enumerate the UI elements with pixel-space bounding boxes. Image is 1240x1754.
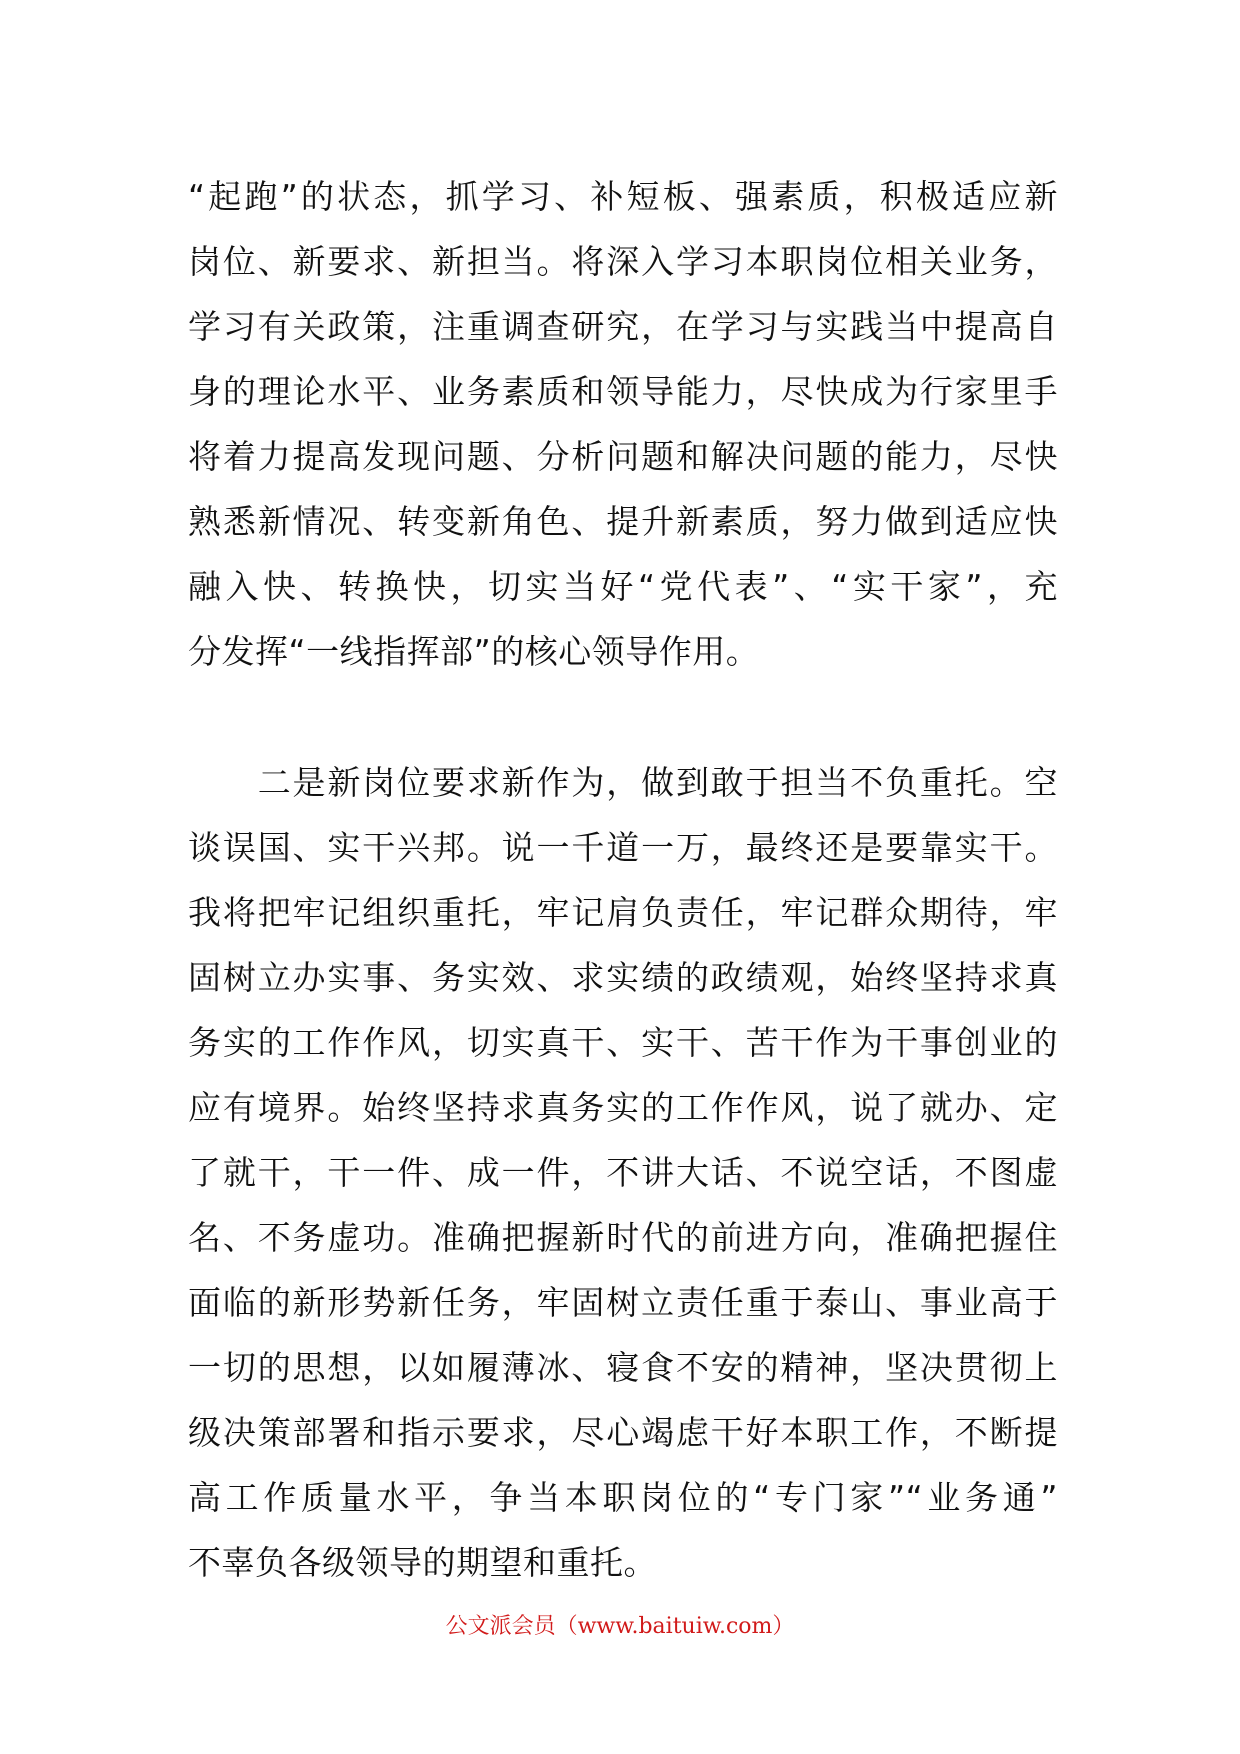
paragraph-line: 级决策部署和指示要求，尽心竭虑干好本职工作，不断提	[188, 1413, 1058, 1452]
paragraph-line: 融入快、转换快，切实当好“党代表”、“实干家”，充	[188, 567, 1058, 606]
paragraph-line: 务实的工作作风，切实真干、实干、苦干作为干事创业的	[188, 1023, 1058, 1062]
paragraph-line: 将着力提高发现问题、分析问题和解决问题的能力，尽快	[188, 437, 1058, 476]
footer-watermark: 公文派会员（www.baituiw.com）	[445, 1614, 795, 1639]
paragraph-line: 二是新岗位要求新作为，做到敢于担当不负重托。空	[188, 763, 1058, 802]
paragraph-line: 名、不务虚功。准确把握新时代的前进方向，准确把握住	[188, 1218, 1058, 1257]
paragraph-line: 我将把牢记组织重托，牢记肩负责任，牢记群众期待，牢	[188, 893, 1058, 932]
paragraph-line: 分发挥“一线指挥部”的核心领导作用。	[188, 632, 760, 671]
paragraph-line: 应有境界。始终坚持求真务实的工作作风，说了就办、定	[188, 1088, 1058, 1127]
paragraph-line: 了就干，干一件、成一件，不讲大话、不说空话，不图虚	[188, 1153, 1058, 1192]
paragraph-line: 高工作质量水平，争当本职岗位的“专门家”“业务通”	[188, 1478, 1058, 1517]
paragraph-line: 不辜负各级领导的期望和重托。	[188, 1543, 657, 1582]
paragraph-line: 谈误国、实干兴邦。说一千道一万，最终还是要靠实干。	[188, 828, 1058, 867]
paragraph-line: 熟悉新情况、转变新角色、提升新素质，努力做到适应快	[188, 502, 1058, 541]
paragraph-line: “起跑”的状态，抓学习、补短板、强素质，积极适应新	[188, 177, 1058, 216]
paragraph-line: 岗位、新要求、新担当。将深入学习本职岗位相关业务，	[188, 242, 1058, 281]
paragraph-line: 身的理论水平、业务素质和领导能力，尽快成为行家里手	[188, 372, 1058, 411]
paragraph-line: 面临的新形势新任务，牢固树立责任重于泰山、事业高于	[188, 1283, 1058, 1322]
paragraph-line: 学习有关政策，注重调查研究，在学习与实践当中提高自	[188, 307, 1058, 346]
paragraph-1	[188, 164, 1058, 684]
paragraph-line: 固树立办实事、务实效、求实绩的政绩观，始终坚持求真	[188, 958, 1058, 997]
paragraph-2	[188, 750, 1058, 1595]
paragraph-line: 一切的思想，以如履薄冰、寝食不安的精神，坚决贯彻上	[188, 1348, 1058, 1387]
